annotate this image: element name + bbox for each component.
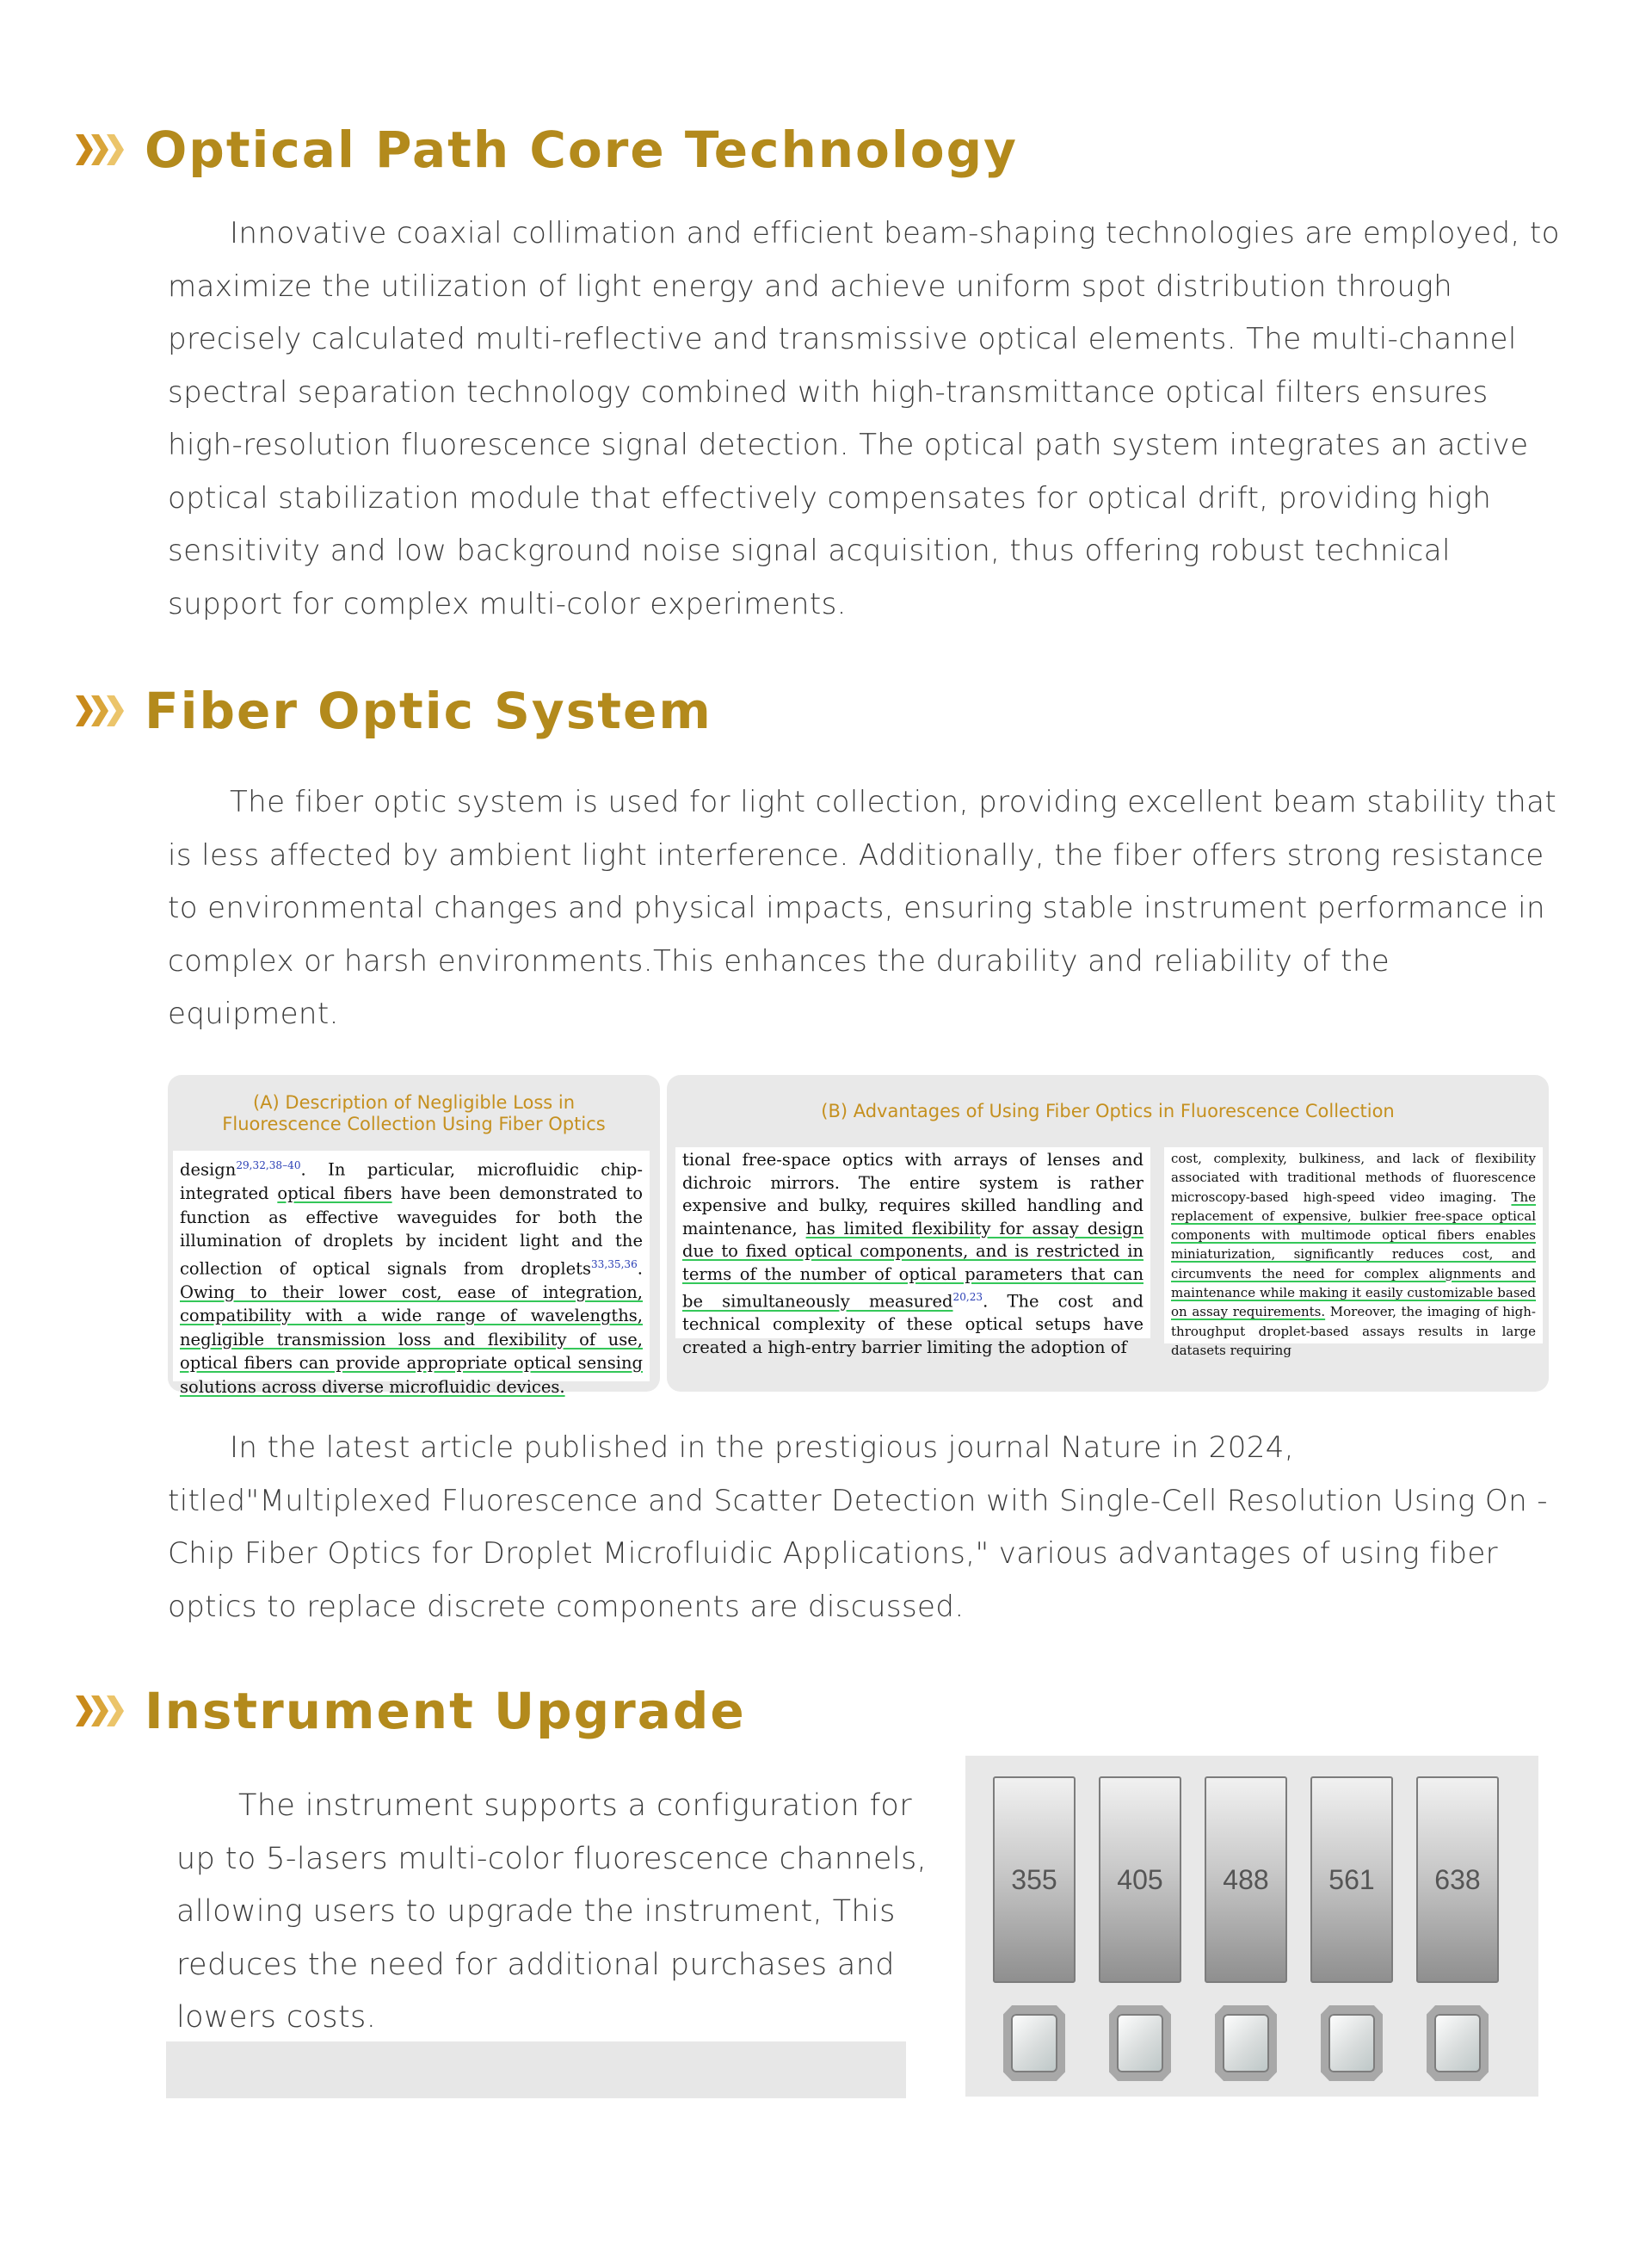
paragraph-fiber: The fiber optic system is used for light collection, providing excellent beam stability that is less affected by ambient light interference. Additionally, the fiber offers strong resistance to environmental changes and physical impacts, ensuring stable instrument performance in complex or harsh environments.This enhances the durability and reliability of the equipment. — [168, 785, 1557, 1031]
figure-a-caption-line2: Fluorescence Collection Using Fiber Optics — [222, 1114, 606, 1134]
fiber-port-icon — [1215, 2005, 1277, 2081]
decorative-bar — [166, 2041, 906, 2098]
laser-wavelength: 405 — [1117, 1863, 1163, 1895]
paragraph-upgrade: The instrument supports a configuration for up to 5-lasers multi-color fluorescence channels, allowing users to upgrade the instrument, This reduces the need for additional purchases and lowers costs. — [176, 1788, 928, 2035]
paragraph-article: In the latest article published in the prestigious journal Nature in 2024, titled"Multiplexed Fluorescence and Scatter Detection with Single-Cell Resolution Using On -Chip Fiber Optics for Droplet Microfluidic Applications," various advantages of using fiber optics to replace discrete components are discussed. — [168, 1430, 1548, 1624]
excerpt-text: . In particular, microfluidic chip-integrated — [180, 1159, 643, 1203]
citation-ref: 29,32,38–40 — [236, 1159, 301, 1171]
highlighted-text: Owing to their lower cost, ease of integration, compatibility with a wide range of wavelengths, negligible transmission loss and flexibility of use, optical fibers can provide appropriate optical sensing solutions across diverse microfluidic devices. — [180, 1282, 643, 1397]
section-title-upgrade — [76, 1682, 746, 1740]
highlighted-text: The replacement of expensive, bulkier free-space optical components with multimode optical fibers enables miniaturization, significantly reduces cost, and circumvents the need for complex alignments and maintenance while making it easily customizable based on assay requirements. — [1171, 1189, 1536, 1320]
laser-wavelength: 488 — [1223, 1863, 1269, 1895]
fiber-port-icon — [1321, 2005, 1383, 2081]
excerpt-text: have been demonstrated to function as effective waveguides for both the illumination of droplets by incident light and the collection of optical signals from droplets — [180, 1183, 643, 1278]
figure-a-excerpt — [173, 1151, 650, 1397]
figure-b-excerpt-right — [1164, 1147, 1543, 1358]
citation-ref: 33,35,36 — [591, 1257, 638, 1270]
fiber-port-icon — [1427, 2005, 1489, 2081]
figure-a-caption-line1: (A) Description of Negligible Loss in — [252, 1092, 576, 1113]
chevron-right-icon — [76, 134, 122, 165]
laser-module — [1099, 1776, 1181, 1983]
excerpt-text: design — [180, 1159, 237, 1180]
laser-module — [1310, 1776, 1393, 1983]
heading-upgrade: Instrument Upgrade — [145, 1682, 746, 1740]
figure-b-caption: (B) Advantages of Using Fiber Optics in Fluorescence Collection — [821, 1101, 1395, 1121]
paragraph-optical: Innovative coaxial collimation and efficient beam-shaping technologies are employed, to maximize the utilization of light energy and achieve uniform spot distribution through precisely calculated multi-reflective and transmissive optical elements. The multi-channel spectral separation technology combined with high-transmittance optical filters ensures high-resolution fluorescence signal detection. The optical path system integrates an active optical stabilization module that effectively compensates for optical drift, providing high sensitivity and low background noise signal acquisition, thus offering robust technical support for complex multi-color experiments. — [168, 216, 1560, 621]
figure-b-excerpt-left — [675, 1147, 1150, 1357]
heading-optical: Optical Path Core Technology — [145, 120, 1018, 179]
laser-wavelength: 638 — [1434, 1863, 1481, 1895]
laser-module-panel — [965, 1756, 1538, 2097]
figure-panel-b — [667, 1075, 1549, 1392]
excerpt-text: Moreover, the imaging of high-throughput droplet-based assays results in large datasets requiring — [1171, 1304, 1536, 1358]
laser-slots — [993, 1776, 1499, 1983]
excerpt-text: tional free-space optics with arrays of lenses and dichroic mirrors. The entire system is rather expensive and bulky, requires skilled handling and maintenance, — [682, 1150, 1143, 1238]
highlighted-text: optical fibers — [277, 1183, 392, 1203]
highlighted-text: has limited flexibility for assay design due to fixed optical components, and is restricted in terms of the number of optical parameters that can be simultaneously measured — [682, 1218, 1144, 1312]
citation-ref: 20,23 — [952, 1291, 983, 1303]
section-title-optical — [76, 120, 1018, 179]
laser-wavelength: 561 — [1328, 1863, 1375, 1895]
laser-module — [1205, 1776, 1287, 1983]
excerpt-text: cost, complexity, bulkiness, and lack of flexibility associated with traditional methods of fluorescence microscopy-based high-speed video imaging. — [1171, 1151, 1536, 1205]
chevron-right-icon — [76, 1695, 122, 1726]
figure-a-caption — [168, 1092, 660, 1135]
fiber-port-icon — [1003, 2005, 1065, 2081]
laser-module — [993, 1776, 1076, 1983]
laser-wavelength: 355 — [1011, 1863, 1057, 1895]
fiber-ports — [1003, 2005, 1489, 2081]
excerpt-text: . The cost and technical complexity of these optical setups have created a high-entry barrier limiting the adoption of — [682, 1291, 1144, 1357]
fiber-port-icon — [1109, 2005, 1171, 2081]
figure-panel-a — [168, 1075, 660, 1397]
chevron-right-icon — [76, 695, 122, 726]
heading-fiber: Fiber Optic System — [145, 682, 712, 740]
excerpt-text: . — [637, 1258, 643, 1278]
section-title-fiber — [76, 682, 712, 740]
laser-module — [1416, 1776, 1499, 1983]
